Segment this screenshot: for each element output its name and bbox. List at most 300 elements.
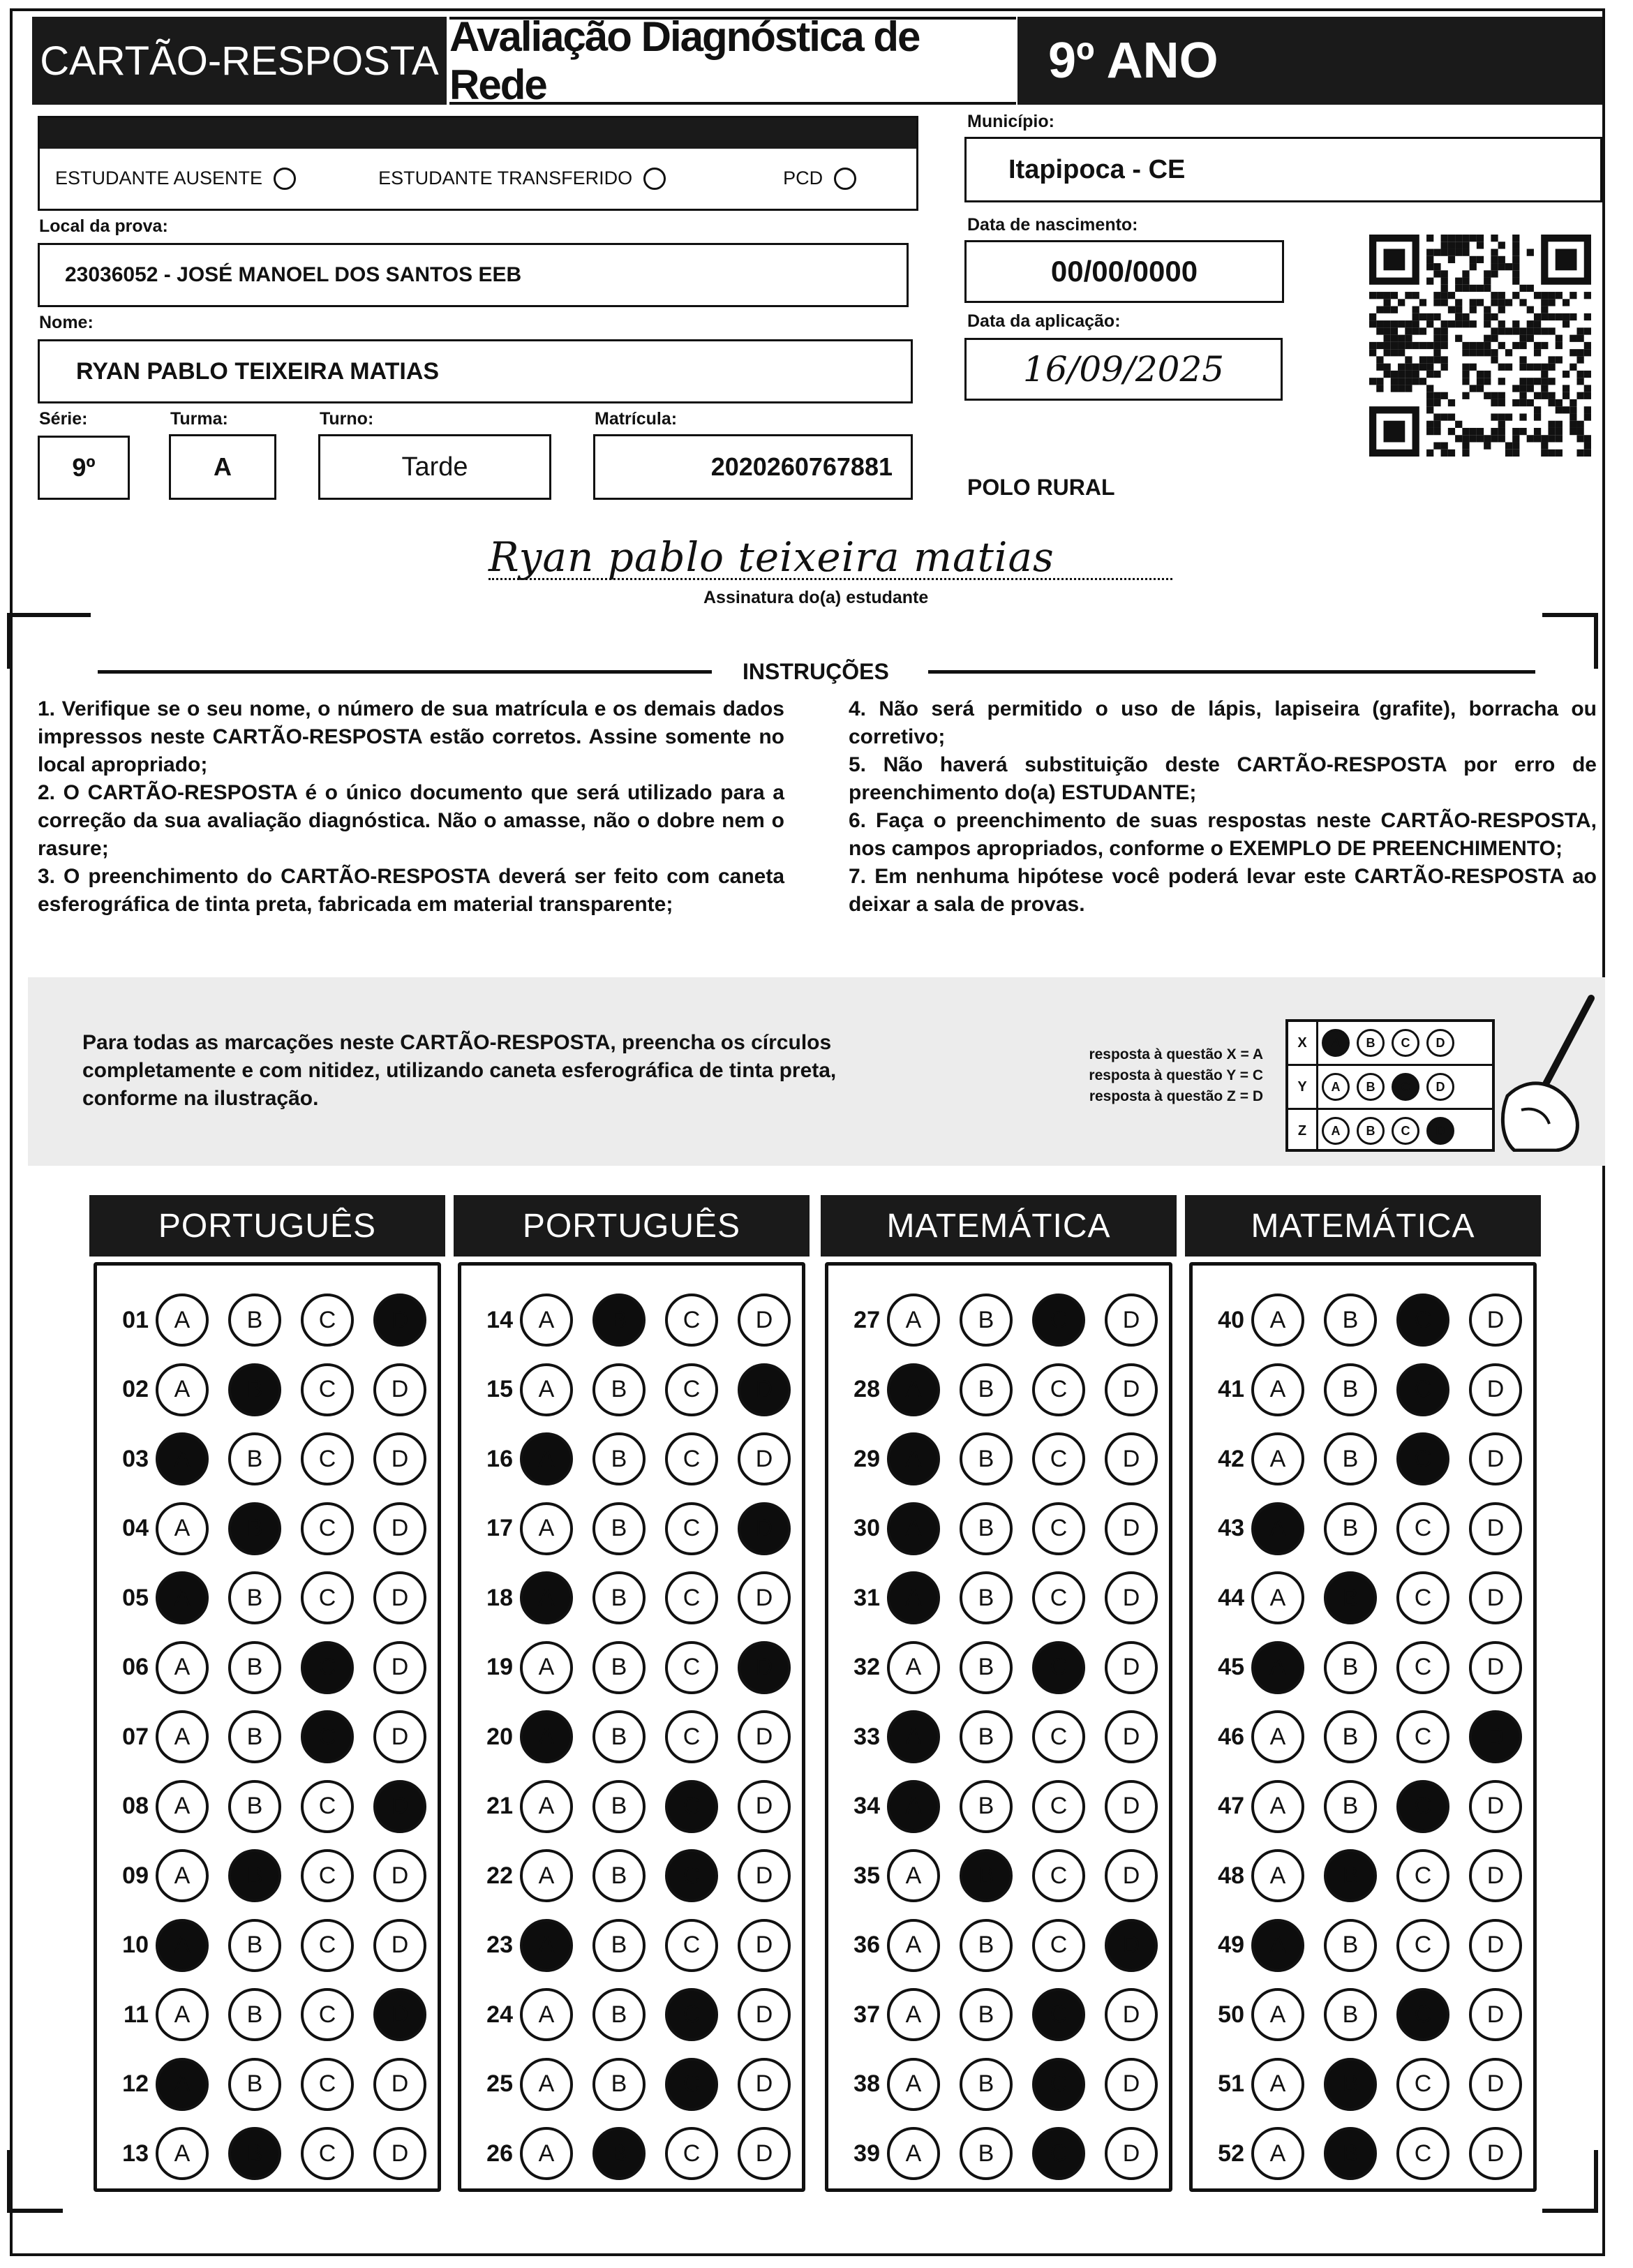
question-row [107, 1841, 426, 1911]
answer-bubble-d[interactable]: D [373, 2058, 426, 2111]
answer-bubble-d[interactable]: D [738, 1571, 791, 1624]
section-header: MATEMÁTICA [1185, 1195, 1541, 1257]
answer-bubble-a[interactable]: A [156, 2058, 209, 2111]
answer-bubble-b[interactable]: B [228, 1502, 281, 1555]
answer-bubble-c[interactable]: C [1032, 1571, 1085, 1624]
answer-bubble-a[interactable]: A [156, 1849, 209, 1902]
question-row [1202, 1285, 1522, 1355]
answer-bubble-a[interactable]: A [156, 2127, 209, 2180]
answer-bubble-d[interactable]: D [738, 1988, 791, 2041]
answer-bubble-c[interactable]: C [301, 2127, 354, 2180]
answer-bubble-b[interactable]: B [960, 1641, 1013, 1694]
question-number: 04 [122, 1515, 149, 1541]
question-row [1202, 1911, 1522, 1980]
answer-bubble-b[interactable]: B [1324, 1988, 1377, 2041]
question-row [471, 1285, 791, 1355]
answer-bubble-c[interactable]: C [665, 1502, 718, 1555]
answer-bubble-c[interactable]: C [665, 1919, 718, 1972]
answer-bubble-c[interactable]: C [301, 1919, 354, 1972]
answer-bubble-a[interactable]: A [887, 2058, 940, 2111]
answer-bubble-a[interactable]: A [520, 1641, 573, 1694]
answer-bubble-d[interactable]: D [1469, 1988, 1522, 2041]
corner-bottom-left [7, 2150, 63, 2213]
answer-bubble-d[interactable]: D [738, 1849, 791, 1902]
answer-bubble-c[interactable]: C [1396, 1294, 1449, 1347]
answer-bubble-a[interactable]: A [156, 1780, 209, 1833]
answer-bubble-c[interactable]: C [1032, 2127, 1085, 2180]
answer-bubble-c[interactable]: C [665, 1849, 718, 1902]
question-number: 51 [1218, 2070, 1244, 2097]
instructions-rule-left [98, 670, 712, 674]
answer-bubble-a[interactable]: A [1251, 1849, 1304, 1902]
question-number: 36 [853, 1932, 880, 1958]
question-number: 39 [853, 2140, 880, 2167]
answer-bubble-b[interactable]: B [1324, 1641, 1377, 1694]
answer-bubble-d[interactable]: D [738, 1780, 791, 1833]
local-value: 23036052 - JOSÉ MANOEL DOS SANTOS EEB [65, 263, 522, 286]
answer-bubble-b[interactable]: B [960, 1432, 1013, 1485]
answer-bubble-a[interactable]: A [1251, 2058, 1304, 2111]
answer-bubble-d[interactable]: D [1105, 1432, 1158, 1485]
answer-bubble-d[interactable]: D [1469, 1780, 1522, 1833]
question-number: 17 [486, 1515, 513, 1541]
answer-bubble-c[interactable]: C [665, 1432, 718, 1485]
answer-bubble-a[interactable]: A [887, 1988, 940, 2041]
answer-bubble-b[interactable]: B [592, 1363, 646, 1416]
answer-bubble-c[interactable]: C [301, 1571, 354, 1624]
answer-bubble-c[interactable]: C [301, 2058, 354, 2111]
answer-bubble-a[interactable]: A [887, 1502, 940, 1555]
corner-bottom-right [1542, 2150, 1598, 2213]
question-row [471, 1841, 791, 1911]
answer-bubble-a[interactable]: A [1251, 1710, 1304, 1763]
answer-bubble-a[interactable]: A [1251, 1780, 1304, 1833]
question-number: 33 [853, 1723, 880, 1750]
absent-radio[interactable] [274, 168, 296, 190]
answer-bubble-d[interactable]: D [1469, 1294, 1522, 1347]
answer-bubble-c[interactable]: C [301, 1502, 354, 1555]
answer-bubble-d[interactable]: D [373, 1849, 426, 1902]
answer-bubble-c[interactable]: C [1396, 1988, 1449, 2041]
answer-bubble-a[interactable]: A [156, 1432, 209, 1485]
answer-bubble-c[interactable]: C [1032, 1919, 1085, 1972]
question-number: 23 [486, 1932, 513, 1958]
question-number: 49 [1218, 1932, 1244, 1958]
question-row [1202, 2050, 1522, 2119]
question-row [471, 1772, 791, 1841]
answer-bubble-c[interactable]: C [665, 1710, 718, 1763]
answer-bubble-b[interactable]: B [228, 2058, 281, 2111]
transferred-radio[interactable] [643, 168, 666, 190]
answer-bubble-d[interactable]: D [1105, 1988, 1158, 2041]
answer-bubble-b[interactable]: B [228, 1988, 281, 2041]
answer-bubble-b[interactable]: B [592, 1988, 646, 2041]
corner-top-left [7, 613, 91, 669]
answer-bubble-d[interactable]: D [373, 1919, 426, 1972]
answer-bubble-c[interactable]: C [1032, 1710, 1085, 1763]
answer-bubble-c[interactable]: C [1032, 1432, 1085, 1485]
answer-bubble-b[interactable]: B [228, 1710, 281, 1763]
example-row [1288, 1110, 1492, 1152]
example-text: Para todas as marcações neste CARTÃO-RESPOSTA, preencha os círculos completamente e com nitidez, utilizando caneta esferográfica de tinta preta, conforme na ilustração. [82, 1031, 837, 1110]
answer-bubble-d[interactable]: D [1469, 1919, 1522, 1972]
question-number: 43 [1218, 1515, 1244, 1541]
answer-bubble-a[interactable]: A [887, 2127, 940, 2180]
answer-bubble-b[interactable]: B [1324, 1502, 1377, 1555]
answer-bubble-b[interactable]: B [960, 1571, 1013, 1624]
answer-bubble-b[interactable]: B [1324, 1432, 1377, 1485]
section-header: PORTUGUÊS [89, 1195, 445, 1257]
answer-bubble-a[interactable]: A [156, 1919, 209, 1972]
answer-bubble-a[interactable]: A [1251, 1502, 1304, 1555]
answer-bubble-d[interactable]: D [1469, 1363, 1522, 1416]
answer-bubble-d[interactable]: D [1105, 1363, 1158, 1416]
answer-bubble-d[interactable]: D [1105, 1710, 1158, 1763]
answer-bubble-b[interactable]: B [592, 1294, 646, 1347]
answer-bubble-b[interactable]: B [960, 1502, 1013, 1555]
answer-bubble-c[interactable]: C [665, 1988, 718, 2041]
answer-bubble-d[interactable]: D [373, 1710, 426, 1763]
instructions-right [849, 695, 1597, 919]
question-row [838, 1772, 1158, 1841]
answer-bubble-a[interactable]: A [520, 1571, 573, 1624]
answer-bubble-a[interactable]: A [520, 1294, 573, 1347]
question-number: 44 [1218, 1584, 1244, 1611]
answer-bubble-a[interactable]: A [156, 1363, 209, 1416]
example-row [1288, 1022, 1492, 1066]
answer-bubble-b[interactable]: B [960, 1294, 1013, 1347]
aplicacao-value: 16/09/2025 [1022, 349, 1225, 390]
pcd-radio[interactable] [834, 168, 856, 190]
answer-bubble-c[interactable]: C [1032, 1641, 1085, 1694]
answer-bubble-c[interactable]: C [301, 1432, 354, 1485]
answer-bubble-d[interactable]: D [373, 1294, 426, 1347]
answer-bubble-a[interactable]: A [520, 1919, 573, 1972]
answer-bubble-b[interactable]: B [960, 1988, 1013, 2041]
answer-bubble-a[interactable]: A [1251, 1641, 1304, 1694]
answer-bubble-a[interactable]: A [156, 1641, 209, 1694]
answer-bubble-b[interactable]: B [592, 1502, 646, 1555]
answer-bubble-d[interactable]: D [373, 1780, 426, 1833]
answer-bubble-c[interactable]: C [665, 2058, 718, 2111]
answer-bubble-a[interactable]: A [887, 1710, 940, 1763]
answer-bubble-c[interactable]: C [301, 1294, 354, 1347]
question-row [107, 2119, 426, 2188]
answer-bubble-b[interactable]: B [592, 2058, 646, 2111]
answer-bubble-b[interactable]: B [1324, 2127, 1377, 2180]
answer-bubble-a[interactable]: A [887, 1294, 940, 1347]
answer-bubble-d[interactable]: D [1469, 1849, 1522, 1902]
status-options-box [38, 116, 918, 211]
answer-bubble-b[interactable]: B [960, 1919, 1013, 1972]
nascimento-field [964, 240, 1284, 303]
answer-bubble-b[interactable]: B [228, 1294, 281, 1347]
answer-bubble-c[interactable]: C [1032, 1502, 1085, 1555]
answer-bubble-a[interactable]: A [1251, 1919, 1304, 1972]
answer-bubble-c[interactable]: C [1396, 1780, 1449, 1833]
answer-bubble-a[interactable]: A [520, 1849, 573, 1902]
answer-bubble-b[interactable]: B [228, 2127, 281, 2180]
answer-bubble-d[interactable]: D [738, 2058, 791, 2111]
answer-bubble-b[interactable]: B [592, 1432, 646, 1485]
answer-bubble-c[interactable]: C [665, 1571, 718, 1624]
answer-bubble-b[interactable]: B [1324, 1294, 1377, 1347]
answer-bubble-b[interactable]: B [228, 1849, 281, 1902]
answer-bubble-a[interactable]: A [156, 1502, 209, 1555]
answer-bubble-c[interactable]: C [1396, 1363, 1449, 1416]
answer-bubble-c[interactable]: C [301, 1710, 354, 1763]
example-bubble-c: C [1392, 1117, 1419, 1145]
answer-bubble-b[interactable]: B [1324, 1571, 1377, 1624]
answer-bubble-d[interactable]: D [373, 2127, 426, 2180]
answer-bubble-c[interactable]: C [1396, 1849, 1449, 1902]
answer-bubble-b[interactable]: B [592, 1571, 646, 1624]
answer-bubble-a[interactable]: A [887, 1571, 940, 1624]
question-row [838, 1494, 1158, 1564]
question-number: 38 [853, 2070, 880, 2097]
answer-bubble-d[interactable]: D [1469, 1432, 1522, 1485]
question-row [1202, 1424, 1522, 1494]
answer-bubble-c[interactable]: C [1032, 1363, 1085, 1416]
answer-bubble-c[interactable]: C [1032, 2058, 1085, 2111]
answer-bubble-d[interactable]: D [738, 1919, 791, 1972]
question-number: 03 [122, 1445, 149, 1472]
question-row [471, 1911, 791, 1980]
answer-bubble-d[interactable]: D [1469, 1710, 1522, 1763]
answer-bubble-d[interactable]: D [1105, 1641, 1158, 1694]
answer-bubble-c[interactable]: C [1032, 1780, 1085, 1833]
question-number: 27 [853, 1306, 880, 1333]
answer-bubble-a[interactable]: A [520, 1988, 573, 2041]
answer-bubble-b[interactable]: B [592, 2127, 646, 2180]
answer-bubble-d[interactable]: D [373, 1363, 426, 1416]
answer-bubble-d[interactable]: D [1105, 1849, 1158, 1902]
answer-bubble-c[interactable]: C [665, 1363, 718, 1416]
question-number: 29 [853, 1445, 880, 1472]
nascimento-value: 00/00/0000 [1050, 255, 1198, 288]
answer-bubble-c[interactable]: C [301, 1988, 354, 2041]
question-row [1202, 1702, 1522, 1772]
answer-bubble-d[interactable]: D [1469, 1641, 1522, 1694]
answer-bubble-d[interactable]: D [738, 1363, 791, 1416]
answer-bubble-a[interactable]: A [887, 1780, 940, 1833]
question-row [107, 1702, 426, 1772]
answer-bubble-b[interactable]: B [228, 1432, 281, 1485]
answer-bubble-c[interactable]: C [301, 1780, 354, 1833]
answer-bubble-b[interactable]: B [960, 1780, 1013, 1833]
answer-bubble-d[interactable]: D [373, 1988, 426, 2041]
answer-bubble-d[interactable]: D [738, 2127, 791, 2180]
question-number: 09 [122, 1862, 149, 1889]
answer-bubble-a[interactable]: A [1251, 2127, 1304, 2180]
answer-bubble-a[interactable]: A [1251, 1363, 1304, 1416]
answer-panel [458, 1262, 805, 2192]
question-row [1202, 1633, 1522, 1703]
turno-value: Tarde [401, 452, 468, 482]
answer-bubble-d[interactable]: D [1469, 1502, 1522, 1555]
answer-bubble-c[interactable]: C [1396, 1502, 1449, 1555]
answer-bubble-d[interactable]: D [738, 1294, 791, 1347]
section-header: PORTUGUÊS [454, 1195, 810, 1257]
answer-bubble-c[interactable]: C [1032, 1294, 1085, 1347]
answer-bubble-a[interactable]: A [520, 2127, 573, 2180]
answer-bubble-d[interactable]: D [1105, 2058, 1158, 2111]
answer-bubble-b[interactable]: B [1324, 1363, 1377, 1416]
question-row [471, 1633, 791, 1703]
answer-bubble-a[interactable]: A [887, 1432, 940, 1485]
answer-bubble-b[interactable]: B [960, 1363, 1013, 1416]
answer-bubble-d[interactable]: D [373, 1641, 426, 1694]
answer-bubble-b[interactable]: B [1324, 1780, 1377, 1833]
answer-bubble-c[interactable]: C [665, 1780, 718, 1833]
answer-bubble-c[interactable]: C [1396, 1571, 1449, 1624]
answer-bubble-d[interactable]: D [1469, 2058, 1522, 2111]
answer-bubble-d[interactable]: D [738, 1641, 791, 1694]
answer-bubble-d[interactable]: D [1105, 2127, 1158, 2180]
answer-bubble-d[interactable]: D [1105, 1780, 1158, 1833]
municipio-field [964, 137, 1602, 202]
answer-bubble-a[interactable]: A [887, 1849, 940, 1902]
answer-bubble-b[interactable]: B [228, 1641, 281, 1694]
answer-bubble-d[interactable]: D [373, 1432, 426, 1485]
answer-bubble-a[interactable]: A [887, 1641, 940, 1694]
question-row [838, 1980, 1158, 2050]
answer-bubble-d[interactable]: D [738, 1502, 791, 1555]
answer-bubble-a[interactable]: A [1251, 1988, 1304, 2041]
answer-bubble-a[interactable]: A [520, 1502, 573, 1555]
example-row-label: Z [1288, 1110, 1318, 1152]
nome-label: Nome: [39, 313, 94, 332]
question-number: 20 [486, 1723, 513, 1750]
answer-bubble-b[interactable]: B [1324, 1710, 1377, 1763]
aplicacao-label: Data da aplicação: [967, 311, 1121, 331]
answer-bubble-c[interactable]: C [1396, 1641, 1449, 1694]
answer-bubble-b[interactable]: B [228, 1363, 281, 1416]
answer-bubble-c[interactable]: C [301, 1849, 354, 1902]
answer-bubble-c[interactable]: C [1396, 2058, 1449, 2111]
answer-bubble-d[interactable]: D [373, 1571, 426, 1624]
answer-bubble-c[interactable]: C [665, 1641, 718, 1694]
answer-bubble-c[interactable]: C [1396, 1432, 1449, 1485]
answer-bubble-b[interactable]: B [228, 1919, 281, 1972]
answer-bubble-b[interactable]: B [228, 1571, 281, 1624]
example-bubble-c: C [1392, 1029, 1419, 1057]
answer-bubble-d[interactable]: D [738, 1710, 791, 1763]
question-number: 14 [486, 1306, 513, 1333]
question-row [1202, 1563, 1522, 1633]
section-header: MATEMÁTICA [821, 1195, 1177, 1257]
answer-bubble-a[interactable]: A [156, 1710, 209, 1763]
polo-label: POLO RURAL [967, 475, 1115, 500]
instructions-left [38, 695, 784, 919]
nascimento-label: Data de nascimento: [967, 215, 1138, 235]
question-row [107, 1424, 426, 1494]
answer-bubble-c[interactable]: C [665, 1294, 718, 1347]
question-number: 16 [486, 1445, 513, 1472]
question-number: 18 [486, 1584, 513, 1611]
turno-label: Turno: [320, 409, 374, 429]
answer-bubble-c[interactable]: C [1396, 1919, 1449, 1972]
answer-bubble-b[interactable]: B [1324, 1919, 1377, 1972]
answer-panel [825, 1262, 1172, 2192]
answer-bubble-a[interactable]: A [156, 1571, 209, 1624]
answer-bubble-d[interactable]: D [1469, 2127, 1522, 2180]
answer-bubble-b[interactable]: B [960, 1849, 1013, 1902]
question-row [107, 1285, 426, 1355]
grade-title-bar [1017, 17, 1602, 105]
answer-bubble-d[interactable]: D [1469, 1571, 1522, 1624]
answer-bubble-c[interactable]: C [301, 1641, 354, 1694]
answer-bubble-a[interactable]: A [520, 1710, 573, 1763]
example-bubble-b: B [1357, 1117, 1385, 1145]
answer-bubble-b[interactable]: B [592, 1849, 646, 1902]
answer-bubble-a[interactable]: A [1251, 1432, 1304, 1485]
answer-bubble-a[interactable]: A [1251, 1294, 1304, 1347]
answer-bubble-d[interactable]: D [373, 1502, 426, 1555]
answer-bubble-d[interactable]: D [1105, 1919, 1158, 1972]
answer-bubble-a[interactable]: A [156, 1988, 209, 2041]
turno-field [318, 434, 551, 500]
question-number: 25 [486, 2070, 513, 2097]
answer-bubble-c[interactable]: C [1032, 1849, 1085, 1902]
local-field [38, 243, 909, 307]
answer-bubble-b[interactable]: B [228, 1780, 281, 1833]
answer-bubble-a[interactable]: A [520, 1432, 573, 1485]
answer-bubble-b[interactable]: B [592, 1919, 646, 1972]
answer-bubble-a[interactable]: A [1251, 1571, 1304, 1624]
answer-bubble-a[interactable]: A [887, 1919, 940, 1972]
answer-bubble-d[interactable]: D [1105, 1294, 1158, 1347]
answer-bubble-a[interactable]: A [520, 1780, 573, 1833]
question-row [107, 1772, 426, 1841]
answer-bubble-d[interactable]: D [738, 1432, 791, 1485]
answer-bubble-c[interactable]: C [1396, 2127, 1449, 2180]
answer-bubble-b[interactable]: B [960, 2127, 1013, 2180]
instruction-7: 7. Em nenhuma hipótese você poderá levar este CARTÃO-RESPOSTA ao deixar a sala de provas. [849, 865, 1597, 916]
answer-bubble-a[interactable]: A [520, 2058, 573, 2111]
answer-bubble-a[interactable]: A [520, 1363, 573, 1416]
answer-bubble-a[interactable]: A [156, 1294, 209, 1347]
nome-value: RYAN PABLO TEIXEIRA MATIAS [76, 357, 440, 385]
answer-bubble-b[interactable]: B [592, 1780, 646, 1833]
question-row [471, 1494, 791, 1564]
answer-bubble-b[interactable]: B [592, 1641, 646, 1694]
transferred-option [378, 168, 666, 191]
answer-bubble-c[interactable]: C [665, 2127, 718, 2180]
answer-bubble-b[interactable]: B [960, 1710, 1013, 1763]
answer-bubble-b[interactable]: B [1324, 2058, 1377, 2111]
question-row [107, 1633, 426, 1703]
answer-bubble-b[interactable]: B [1324, 1849, 1377, 1902]
example-legend [1033, 1044, 1263, 1107]
answer-bubble-b[interactable]: B [960, 2058, 1013, 2111]
question-number: 48 [1218, 1862, 1244, 1889]
absent-option [55, 168, 296, 191]
answer-bubble-c[interactable]: C [1032, 1988, 1085, 2041]
answer-bubble-b[interactable]: B [592, 1710, 646, 1763]
question-row [1202, 2119, 1522, 2188]
answer-bubble-a[interactable]: A [887, 1363, 940, 1416]
answer-bubble-c[interactable]: C [1396, 1710, 1449, 1763]
answer-bubble-d[interactable]: D [1105, 1571, 1158, 1624]
answer-bubble-d[interactable]: D [1105, 1502, 1158, 1555]
answer-bubble-c[interactable]: C [301, 1363, 354, 1416]
question-row [107, 2050, 426, 2119]
question-number: 05 [122, 1584, 149, 1611]
matricula-value: 2020260767881 [710, 452, 893, 481]
example-legend-y: resposta à questão Y = C [1089, 1067, 1263, 1083]
question-row [838, 1563, 1158, 1633]
